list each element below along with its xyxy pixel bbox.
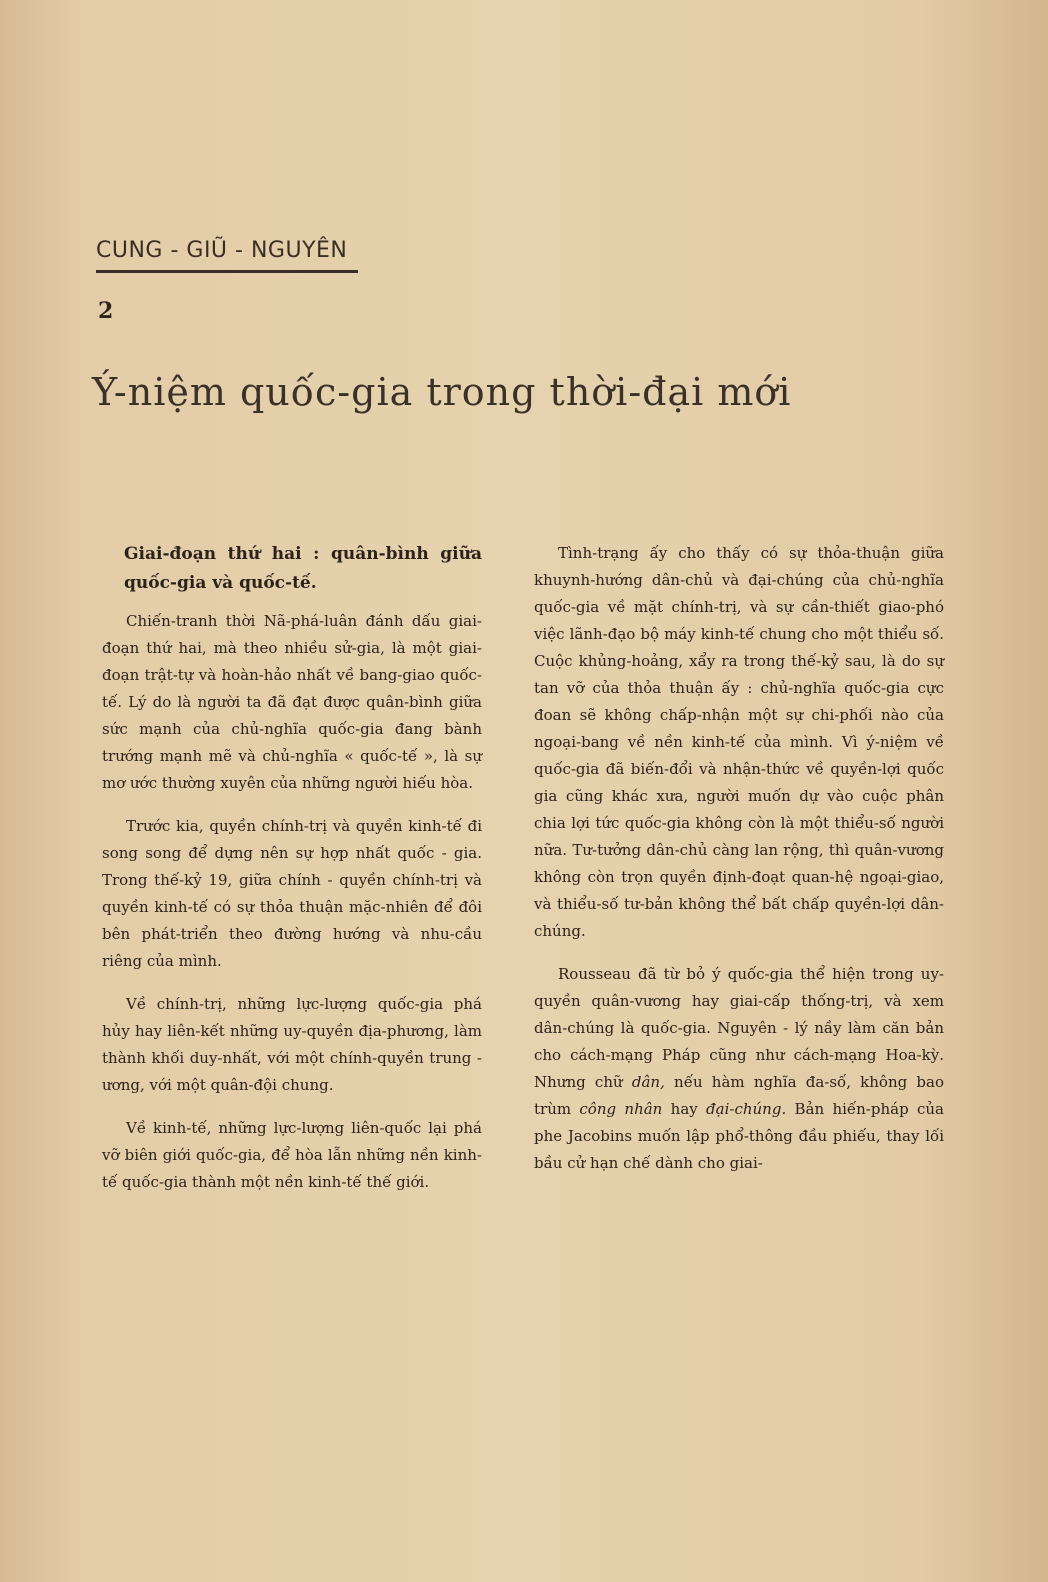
paragraph: [534, 961, 944, 1177]
paragraph-text: nếu hàm nghĩa đa-số, không bao trùm: [534, 1073, 945, 1118]
emphasis-text: công nhân: [579, 1100, 663, 1118]
emphasis-text: dân,: [631, 1073, 665, 1091]
paragraph: Tình-trạng ấy cho thấy có sự thỏa-thuận giữa khuynh-hướng dân-chủ và đại-chúng của chủ-nghĩa quốc-gia về mặt chính-trị, và sự cần-thiết giao-phó việc lãnh-đạo bộ máy kinh-tế chung cho một thiểu số. Cuộc khủng-hoảng, xẩy ra trong thế-kỷ sau, là do sự tan vỡ của thỏa thuận ấy : chủ-nghĩa quốc-gia cực đoan sẽ không chấp-nhận một sự chi-phối nào của ngoại-bang về nền kinh-tế của mình. Vì ý-niệm về quốc-gia đã biến-đổi và nhận-thức về quyền-lợi quốc gia cũng khác xưa, người muốn dự vào cuộc phân chia lợi tức quốc-gia không còn là một thiểu-số người nữa. Tư-tưởng dân-chủ càng lan rộng, thì quân-vương không còn trọn quyền định-đoạt quan-hệ ngoại-giao, và thiểu-số tư-bản không thể bất chấp quyền-lợi dân-chúng.: [534, 544, 944, 940]
paragraph: Về chính-trị, những lực-lượng quốc-gia phá hủy hay liên-kết những uy-quyền địa-phương, làm thành khối duy-nhất, với một chính-quyền trung - ương, với một quân-đội chung.: [102, 995, 482, 1094]
paragraph-text: Rousseau đã từ bỏ ý quốc-gia thể hiện trong uy-quyền quân-vương hay giai-cấp thống-trị, và xem dân-chúng là quốc-gia. Nguyên - lý nầy làm căn bản cho cách-mạng Pháp cũng như cách-mạng Hoa-kỳ. Nhưng chữ: [534, 965, 944, 1091]
paragraph: Chiến-tranh thời Nã-phá-luân đánh dấu giai-đoạn thứ hai, mà theo nhiều sử-gia, là một giai-đoạn trật-tự và hoàn-hảo nhất về bang-giao quốc-tế. Lý do là người ta đã đạt được quân-bình giữa sức mạnh của chủ-nghĩa quốc-gia đang bành trướng mạnh mẽ và chủ-nghĩa « quốc-tế », là sự mơ ước thường xuyên của những người hiếu hòa.: [102, 612, 482, 792]
article-title: Ý-niệm quốc-gia trong thời-đại mới: [92, 370, 792, 414]
section-heading: Giai-đoạn thứ hai : quân-bình giữa quốc-gia và quốc-tế.: [124, 544, 482, 593]
author-underline: [96, 270, 358, 273]
emphasis-text: đại-chúng.: [706, 1100, 787, 1118]
paragraph: Về kinh-tế, những lực-lượng liên-quốc lại phá vỡ biên giới quốc-gia, để hòa lẫn những nền kinh-tế quốc-gia thành một nền kinh-tế thế giới.: [102, 1119, 482, 1191]
paragraph-text: hay: [662, 1100, 707, 1118]
paragraph: Trước kia, quyền chính-trị và quyền kinh-tế đi song song để dựng nên sự hợp nhất quốc - gia. Trong thế-kỷ 19, giữa chính - quyền chính-trị và quyền kinh-tế có sự thỏa thuận mặc-nhiên để đôi bên phát-triển theo đường hướng và nhu-cầu riêng của mình.: [102, 817, 482, 970]
chapter-number: 2: [98, 298, 114, 324]
left-column: [102, 540, 482, 1212]
right-column: [534, 540, 944, 1193]
author-name: CUNG - GIŨ - NGUYÊN: [96, 238, 348, 263]
paragraph-text: Bản hiến-pháp của phe Jacobins muốn lập phổ-thông đầu phiếu, thay lối bầu cử hạn chế dành cho giai-: [534, 1100, 944, 1172]
